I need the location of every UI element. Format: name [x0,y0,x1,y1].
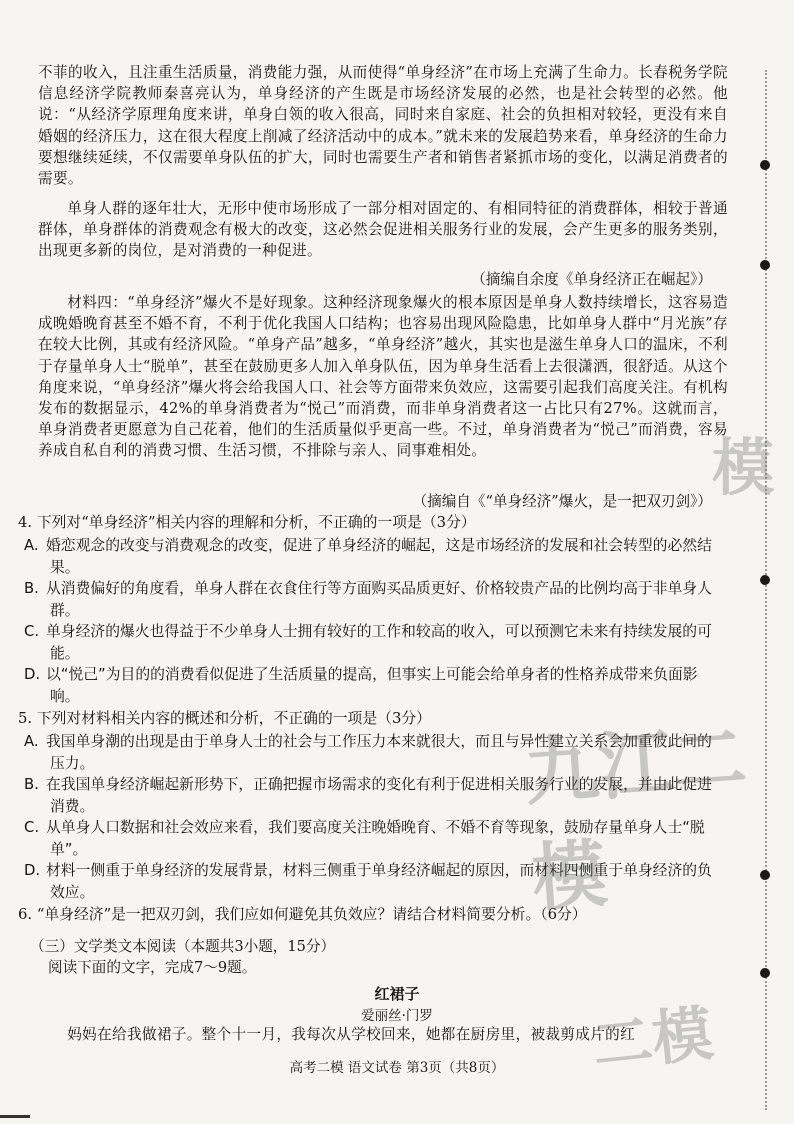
question-5-stem: 5. 下列对材料相关内容的概述和分析，不正确的一项是（3分） [18,710,431,727]
passage-paragraph-2: 单身人群的逐年壮大，无形中使市场形成了一部分相对固定的、有相同特征的消费群体，相较于普通群体，单身群体的消费观念有极大的改变，这必然会促进相关服务行业的发展，会产生更多的服务类别，出现更多新的岗位，是对消费的一种促进。 [38,200,728,260]
question-4-stem: 4. 下列对“单身经济”相关内容的理解和分析，不正确的一项是（3分） [18,514,476,531]
question-5-option-a[interactable]: A. 我国单身潮的出现是由于单身人士的社会与工作压力本来就很大，而且与异性建立关系会加重彼此间的压力。 [24,733,712,772]
story-first-line: 妈妈在给我做裙子。整个十一月，我每次从学校回来，她都在厨房里，被裁剪成片的红 [67,1026,636,1043]
question-4-option-b[interactable]: B. 从消费偏好的角度看，单身人群在衣食住行等方面购买品质更好、价格较贵产品的比例均高于非单身人群。 [24,580,712,619]
binding-dot [760,968,770,978]
binding-dotted-line [765,70,767,1110]
section-heading: （三）文学类文本阅读（本题共3小题，15分） [30,938,336,955]
passage-paragraph-1: 不菲的收入，且注重生活质量，消费能力强，从而使得“单身经济”在市场上充满了生命力。长春税务学院信息经济学院教师秦喜亮认为，单身经济的产生既是市场经济发展的必然，也是社会转型的必然。他说：“从经济学原理角度来讲，单身白领的收入很高，同时来自家庭、社会的负担相对较轻，更没有来自婚姻的经济压力，这在很大程度上削减了经济活动中的成本。”就未来的发展趋势来看，单身经济的生命力要想继续延续，不仅需要单身队伍的扩大，同时也需要生产者和销售者紧抓市场的变化，以满足消费者的需要。 [38,64,728,188]
story-author: 爱丽丝·门罗 [361,1008,433,1024]
question-4-option-d[interactable]: D. 以“悦己”为目的的消费看似促进了生活质量的提高，但事实上可能会给单身者的性格养成带来负面影响。 [24,666,698,705]
question-5-option-d[interactable]: D. 材料一侧重于单身经济的发展背景，材料三侧重于单身经济崛起的原因，而材料四侧重于单身经济的负效应。 [24,862,712,901]
question-4-option-a[interactable]: A. 婚恋观念的改变与消费观念的改变，促进了单身经济的崛起，这是市场经济的发展和社会转型的必然结果。 [24,537,712,576]
question-5-option-b[interactable]: B. 在我国单身经济崛起新形势下，正确把握市场需求的变化有利于促进相关服务行业的发展，并由此促进消费。 [24,776,712,815]
binding-dot [760,575,770,585]
question-4-option-c[interactable]: C. 单身经济的爆火也得益于不少单身人士拥有较好的工作和较高的收入，可以预测它未来有持续发展的可能。 [24,623,712,662]
watermark: 九江二模 [522,715,750,923]
source-citation-3: （摘编自余度《单身经济正在崛起》） [471,271,712,288]
source-citation-4: （摘编自《“单身经济”爆火，是一把双刃剑》） [412,493,712,510]
binding-dot [760,160,770,170]
binding-dot [760,260,770,270]
question-5-option-c[interactable]: C. 从单身人口数据和社会效应来看，我们要高度关注晚婚晚育、不婚不育等现象，鼓励存量单身人士“脱单”。 [24,819,705,858]
question-6-stem: 6. “单身经济”是一把双刃剑，我们应如何避免其负效应？请结合材料简要分析。（6分） [18,906,587,923]
page-corner-mark [0,1115,30,1118]
binding-dot [760,870,770,880]
story-title: 红裙子 [374,985,420,1003]
watermark: 模 [712,431,775,504]
material-four-paragraph: 材料四：“单身经济”爆火不是好现象。这种经济现象爆火的根本原因是单身人数持续增长，这容易造成晚婚晚育甚至不婚不育，不利于优化我国人口结构；也容易出现风险隐患，比如单身人群中“月光族”存在较大比例，其或有经济风险。“单身产品”越多，“单身经济”越火，其实也是滋生单身人口的温床，不利于存量单身人士“脱单”，甚至在鼓励更多人加入单身队伍，因为单身生活看上去很潇洒，很舒适。从这个角度来说，“单身经济”爆火将会给我国人口、社会等方面带来负效应，这需要引起我们高度关注。有机构发布的数据显示，42%的单身消费者为“悦己”而消费，而非单身消费者这一占比只有27%。这就而言，单身消费者更愿意为自己花着，他们的生活质量似乎更高一些。不过，单身消费者为“悦己”而消费，容易养成自私自利的消费习惯、生活习惯，不排除与亲人、同事难相处。 [38,294,728,460]
section-instruction: 阅读下面的文字，完成7～9题。 [48,959,257,976]
page-footer: 高考二模 语文试卷 第3页（共8页） [289,1060,505,1076]
watermark: 二模 [589,998,716,1082]
